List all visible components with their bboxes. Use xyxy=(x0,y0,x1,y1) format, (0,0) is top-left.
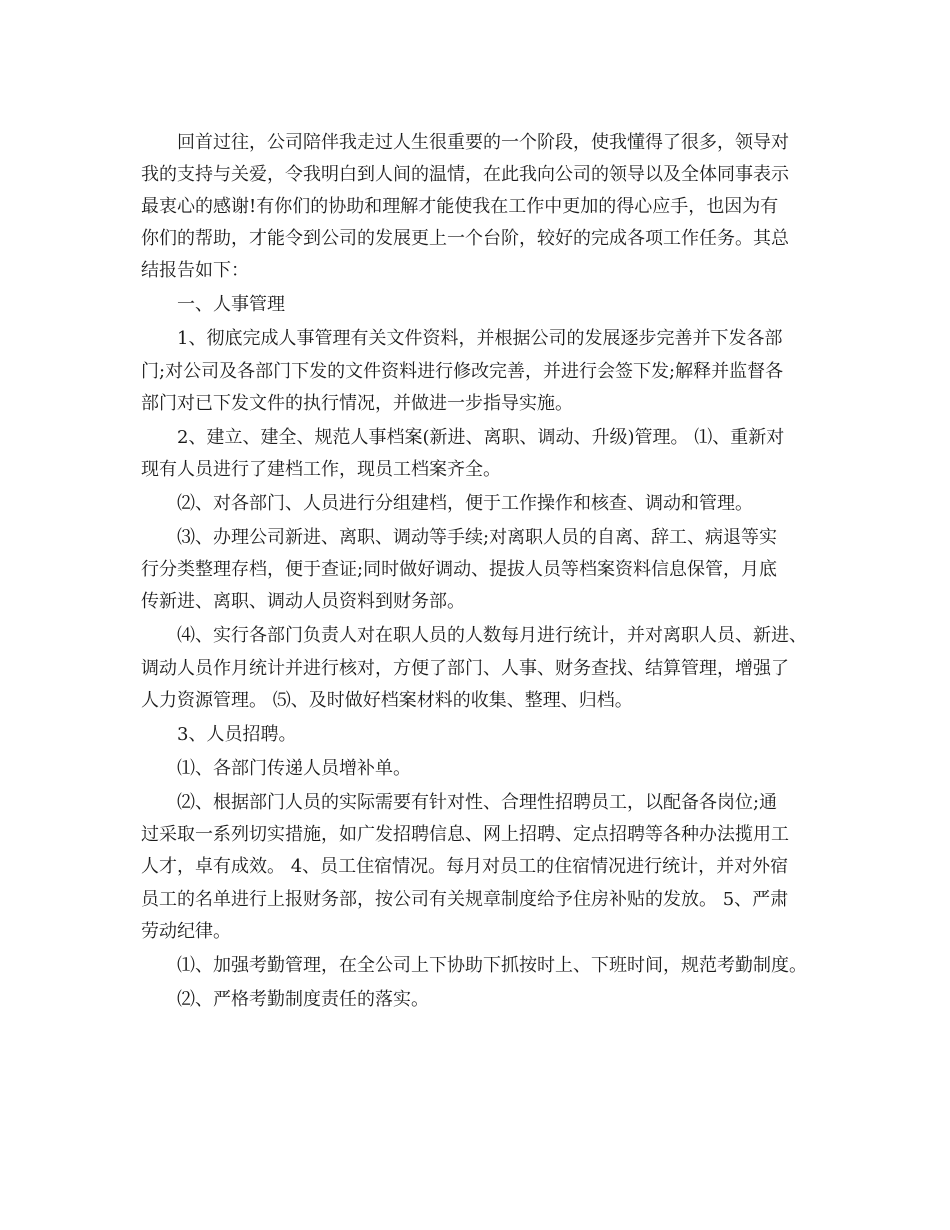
section-heading: 一、人事管理 xyxy=(177,294,285,315)
paragraph-line: 结报告如下： xyxy=(141,260,249,281)
paragraph-line: ⑵、根据部门人员的实际需要有针对性、合理性招聘员工，以配备各岗位;通 xyxy=(177,792,778,813)
paragraph-line: 人才，卓有成效。 4、员工住宿情况。每月对员工的住宿情况进行统计，并对外宿 xyxy=(141,856,789,877)
paragraph-line: 现有人员进行了建档工作，现员工档案齐全。 xyxy=(141,459,501,480)
paragraph-line: 部门对已下发文件的执行情况，并做进一步指导实施。 xyxy=(141,393,573,414)
paragraph-line: 劳动纪律。 xyxy=(141,921,231,942)
paragraph-line: ⑶、办理公司新进、离职、调动等手续;对离职人员的自离、辞工、病退等实 xyxy=(177,527,778,548)
paragraph-line: 3、人员招聘。 xyxy=(177,724,297,745)
paragraph-line: 员工的名单进行上报财务部，按公司有关规章制度给予住房补贴的发放。 5、严肃 xyxy=(141,889,789,910)
paragraph-line: 你们的帮助，才能令到公司的发展更上一个台阶，较好的完成各项工作任务。其总 xyxy=(141,228,789,249)
paragraph-line: 行分类整理存档，便于查证;同时做好调动、提拔人员等档案资料信息保管，月底 xyxy=(141,559,778,580)
paragraph-line: 调动人员作月统计并进行核对，方便了部门、人事、财务查找、结算管理，增强了 xyxy=(141,658,789,679)
paragraph-line: 过采取一系列切实措施，如广发招聘信息、网上招聘、定点招聘等各种办法揽用工 xyxy=(141,824,789,845)
paragraph-line: ⑵、对各部门、人员进行分组建档，便于工作操作和核查、调动和管理。 xyxy=(177,493,753,514)
paragraph-line: 最衷心的感谢!有你们的协助和理解才能使我在工作中更加的得心应手，也因为有 xyxy=(141,196,779,217)
paragraph-line: ⑴、各部门传递人员增补单。 xyxy=(177,758,411,779)
paragraph-line: 人力资源管理。 ⑸、及时做好档案材料的收集、整理、归档。 xyxy=(141,690,633,711)
paragraph-line: 2、建立、建全、规范人事档案(新进、离职、调动、升级)管理。 ⑴、重新对 xyxy=(177,427,785,448)
paragraph-line: 1、彻底完成人事管理有关文件资料，并根据公司的发展逐步完善并下发各部 xyxy=(177,328,783,349)
paragraph-line: ⑷、实行各部门负责人对在职人员的人数每月进行统计，并对离职人员、新进、 xyxy=(177,625,807,646)
paragraph-line: 回首过往，公司陪伴我走过人生很重要的一个阶段，使我懂得了很多，领导对 xyxy=(177,132,789,153)
paragraph-line: ⑵、严格考勤制度责任的落实。 xyxy=(177,989,429,1010)
paragraph-line: 门;对公司及各部门下发的文件资料进行修改完善，并进行会签下发;解释并监督各 xyxy=(141,361,784,382)
paragraph-line: ⑴、加强考勤管理，在全公司上下协助下抓按时上、下班时间，规范考勤制度。 xyxy=(177,955,807,976)
paragraph-line: 传新进、离职、调动人员资料到财务部。 xyxy=(141,591,465,612)
paragraph-line: 我的支持与关爱，令我明白到人间的温情，在此我向公司的领导以及全体同事表示 xyxy=(141,164,789,185)
